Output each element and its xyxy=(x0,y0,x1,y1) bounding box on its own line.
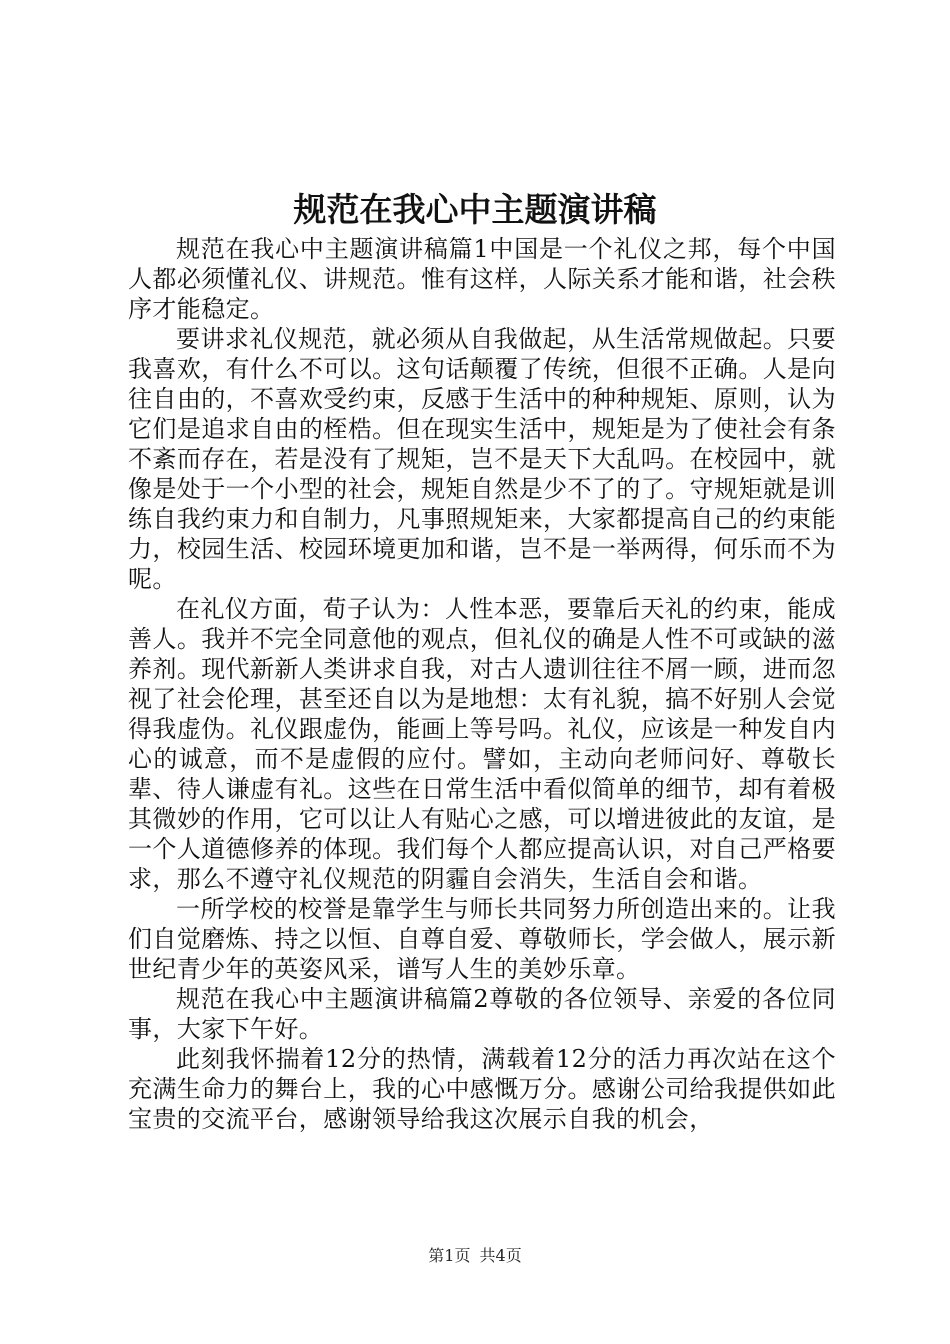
page-number: 第1页 xyxy=(428,1246,471,1265)
paragraph-4: 一所学校的校誉是靠学生与师长共同努力所创造出来的。让我们自觉磨炼、持之以恒、自尊自爱、尊敬师长，学会做人，展示新世纪青少年的英姿风采，谱写人生的美妙乐章。 xyxy=(128,895,836,983)
paragraph-1: 规范在我心中主题演讲稿篇1中国是一个礼仪之邦，每个中国人都必须懂礼仪、讲规范。惟有这样，人际关系才能和谐，社会秩序才能稳定。 xyxy=(128,235,836,323)
page-total: 共4页 xyxy=(479,1246,522,1265)
page-footer xyxy=(0,1245,950,1267)
paragraph-3: 在礼仪方面，荀子认为：人性本恶，要靠后天礼的约束，能成善人。我并不完全同意他的观点，但礼仪的确是人性不可或缺的滋养剂。现代新新人类讲求自我，对古人遗训往往不屑一顾，进而忽视了社会伦理，甚至还自以为是地想：太有礼貌，搞不好别人会觉得我虚伪。礼仪跟虚伪，能画上等号吗。礼仪，应该是一种发自内心的诚意，而不是虚假的应付。譬如，主动向老师问好、尊敬长辈、待人谦虚有礼。这些在日常生活中看似简单的细节，却有着极其微妙的作用，它可以让人有贴心之感，可以增进彼此的友谊，是一个人道德修养的体现。我们每个人都应提高认识，对自己严格要求，那么不遵守礼仪规范的阴霾自会消失，生活自会和谐。 xyxy=(128,595,836,893)
document-title: 规范在我心中主题演讲稿 xyxy=(293,190,657,229)
document-body xyxy=(128,234,836,1134)
paragraph-5: 规范在我心中主题演讲稿篇2尊敬的各位领导、亲爱的各位同事，大家下午好。 xyxy=(128,985,836,1043)
paragraph-6: 此刻我怀揣着12分的热情，满载着12分的活力再次站在这个充满生命力的舞台上，我的心中感慨万分。感谢公司给我提供如此宝贵的交流平台，感谢领导给我这次展示自我的机会， xyxy=(128,1045,836,1133)
paragraph-2: 要讲求礼仪规范，就必须从自我做起，从生活常规做起。只要我喜欢，有什么不可以。这句话颠覆了传统，但很不正确。人是向往自由的，不喜欢受约束，反感于生活中的种种规矩、原则，认为它们是追求自由的桎梏。但在现实生活中，规矩是为了使社会有条不紊而存在，若是没有了规矩，岂不是天下大乱吗。在校园中，就像是处于一个小型的社会，规矩自然是少不了的了。守规矩就是训练自我约束力和自制力，凡事照规矩来，大家都提高自己的约束能力，校园生活、校园环境更加和谐，岂不是一举两得，何乐而不为呢。 xyxy=(128,325,836,593)
